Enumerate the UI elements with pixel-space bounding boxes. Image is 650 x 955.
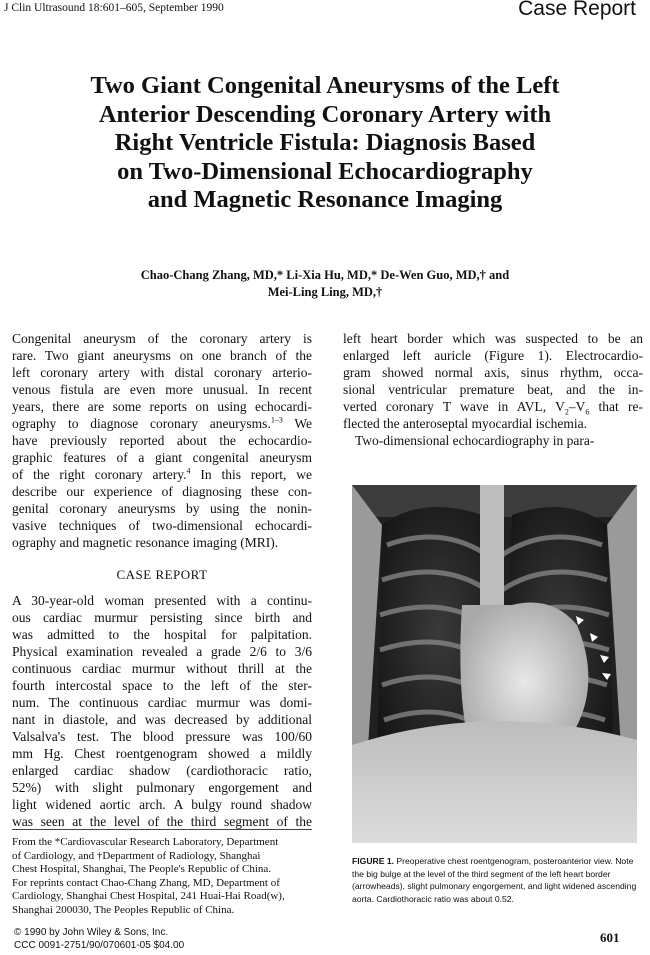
copyright-notice [14, 926, 184, 952]
lead-dash: – [568, 399, 576, 414]
journal-citation: J Clin Ultrasound 18:601–605, September 1990 [4, 2, 224, 14]
text-line: left coronary artery with distal coronary arterio- [12, 365, 312, 380]
text-line: light widened aortic arch. A bulgy round shadow [12, 797, 312, 812]
text-line: rare. Two giant aneurysms on one branch of the [12, 348, 312, 363]
article-title [0, 72, 650, 215]
text-line: Two-dimensional echocardiography in para- [355, 433, 595, 448]
text-fragment: that re- [589, 399, 643, 414]
text-line [12, 466, 312, 483]
text-line: enlarged left auricle (Figure 1). Electrocardio- [343, 348, 643, 363]
title-line: and Magnetic Resonance Imaging [147, 186, 503, 213]
text-line: graphic features of a giant congenital aneurysm [12, 450, 312, 465]
footnote-line: From the *Cardiovascular Research Laboratory, Department [12, 836, 279, 848]
text-line: fourth intercostal space to the left of the ster- [12, 678, 312, 693]
intro-paragraph [12, 330, 312, 551]
title-line: Two Giant Congenital Aneurysms of the Left [90, 72, 560, 99]
section-heading: CASE REPORT [116, 567, 208, 582]
text-line: flected the anteroseptal myocardial ischemia. [343, 416, 588, 431]
text-line: venous fistula are even more unusual. In recent [12, 382, 312, 397]
chest-xray-image [352, 485, 637, 843]
footnote-line: For reprints contact Chao-Chang Zhang, MD, Department of [12, 876, 280, 889]
figure-label: FIGURE 1. [352, 856, 395, 866]
page-number: 601 [600, 930, 620, 945]
copyright-line: © 1990 by John Wiley & Sons, Inc. [14, 927, 169, 938]
author-line: Mei-Ling Ling, MD,† [267, 284, 383, 299]
text-line [343, 398, 643, 415]
lead-subscript: 6 [585, 407, 590, 417]
title-line: on Two-Dimensional Echocardiography [117, 157, 533, 185]
text-line: ous cardiac murmur persisting since birth and [12, 610, 312, 625]
text-line: nant in diastole, and was decreased by additional [12, 712, 312, 727]
text-line: describe our experience of diagnosing these con- [12, 484, 312, 499]
xray-illustration [352, 485, 637, 843]
text-line: was seen at the level of the third segment of the [12, 814, 312, 829]
reference-superscript: 4 [186, 466, 191, 476]
text-line: genital coronary aneurysms by using the nonin- [12, 501, 312, 516]
reference-superscript: 1–3 [270, 415, 283, 425]
author-line: Chao-Chang Zhang, MD,* Li-Xia Hu, MD,* De-Wen Guo, MD,† and [140, 268, 510, 282]
lead-letter: V [555, 399, 565, 414]
text-line: have previously reported about the echocardio- [12, 433, 312, 448]
title-line: Right Ventricle Fistula: Diagnosis Based [114, 129, 536, 156]
lead-subscript: 2 [564, 407, 569, 417]
text-fragment: In this report, we [190, 467, 312, 482]
text-line: A 30-year-old woman presented with a continu- [12, 593, 312, 608]
text-line: 52%) with slight pulmonary engorgement and [12, 780, 312, 795]
text-line: was admitted to the hospital for palpitation. [12, 627, 312, 642]
text-fragment: verted coronary T wave in AVL, [343, 399, 547, 414]
text-line: left heart border which was suspected to be an [343, 331, 643, 346]
text-line: Physical examination revealed a grade 2/6 to 3/6 [12, 644, 312, 659]
footnote-line: Chest Hospital, Shanghai, The People's Republic of China. [12, 863, 272, 875]
text-fragment: of the right coronary artery. [12, 467, 187, 482]
text-line: gram showed normal axis, sinus rhythm, occa- [343, 365, 643, 380]
lead-letter: V [575, 399, 586, 414]
text-line: num. The continuous cardiac murmur was domi- [12, 695, 312, 710]
text-line: Valsalva's test. The blood pressure was 100/60 [12, 729, 312, 744]
copyright-line: CCC 0091-2751/90/070601-05 $04.00 [14, 940, 185, 951]
ecg-lead-range [555, 399, 590, 417]
text-fragment: We [282, 416, 312, 431]
text-line: enlarged cardiac shadow (cardiothoracic ratio, [12, 763, 312, 778]
text-line: vasive techniques of two-dimensional echocardi- [12, 518, 312, 533]
text-line: ography and magnetic resonance imaging (MRI). [12, 535, 279, 550]
text-line: Congenital aneurysm of the coronary artery is [12, 331, 312, 346]
right-column-paragraph [343, 330, 643, 449]
text-line: continuous cardiac murmur without thrill at the [12, 661, 312, 676]
affiliation-footnote [12, 836, 312, 917]
section-label: Case Report [518, 0, 636, 20]
case-report-paragraph [12, 592, 312, 830]
title-line: Anterior Descending Coronary Artery with [98, 100, 552, 128]
text-fragment: ography to diagnose coronary aneurysms. [12, 416, 271, 431]
text-line [12, 415, 312, 432]
text-line: sional ventricular premature beat, and the in- [343, 382, 643, 397]
figure-caption-text: Preoperative chest roentgenogram, posteroanterior view. Note the big bulge at the level of the third segment of the left heart border (arrowheads), slight pulmonary engorgement, and light widened ascending aorta. Cardiothoracic ratio was about 0.52. [352, 856, 637, 904]
author-list [0, 267, 650, 300]
footnote-divider [12, 829, 312, 830]
footnote-line: of Cardiology, and †Department of Radiology, Shanghai [12, 849, 261, 862]
footnote-line: Cardiology, Shanghai Chest Hospital, 241 Huai-Hai Road(w), [12, 890, 285, 902]
text-line: mm Hg. Chest roentgenogram showed a mildly [12, 746, 312, 761]
figure-caption [352, 855, 637, 905]
text-line: years, there are some reports on using echocardi- [12, 399, 312, 414]
footnote-line: Shanghai 200030, The Peoples Republic of China. [12, 903, 235, 916]
